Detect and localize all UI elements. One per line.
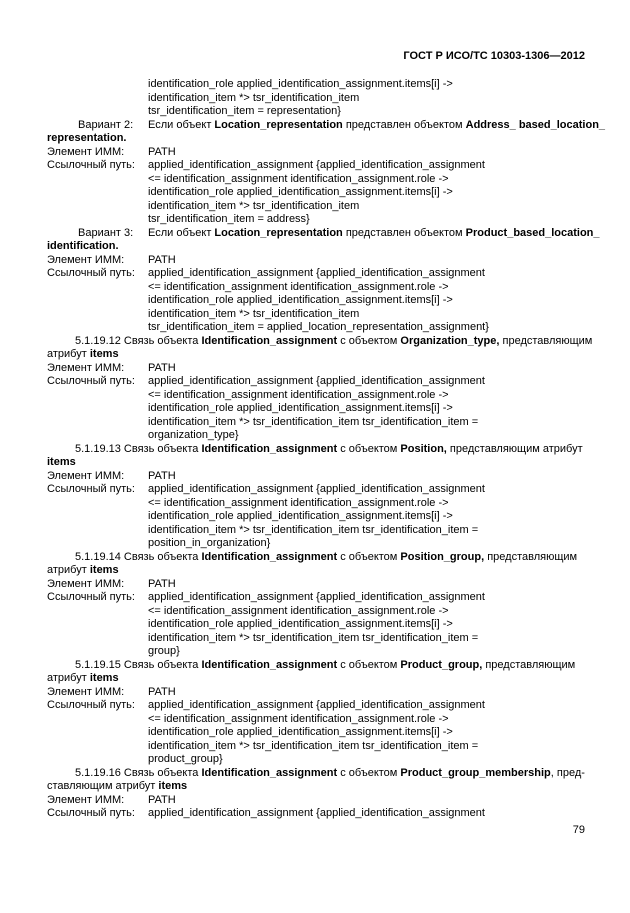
field-label: Элемент ИММ:	[47, 685, 125, 698]
code-line: applied_identification_assignment {applied_identification_assignment	[148, 267, 485, 279]
reference-path-row	[47, 699, 585, 767]
section-heading-continuation	[47, 780, 585, 794]
page-header: ГОСТ Р ИСО/ТС 10303-1306—2012	[403, 50, 585, 62]
reference-path-row	[47, 375, 585, 443]
code-line: tsr_identification_item = address}	[148, 213, 310, 225]
field-label: Ссылочный путь:	[47, 807, 135, 819]
section-heading-continuation	[47, 348, 585, 362]
emphasized-text: representation.	[47, 132, 127, 144]
code-line: tsr_identification_item = applied_location_representation_assignment}	[148, 321, 489, 333]
code-line: identification_item *> tsr_identification_item tsr_identification_item =	[148, 631, 479, 644]
code-line: group}	[148, 645, 180, 657]
field-label: Ссылочный путь:	[47, 375, 135, 387]
field-label: Ссылочный путь:	[47, 267, 135, 279]
reference-path-row	[47, 267, 585, 335]
emphasized-text: Product_based_location_	[465, 226, 600, 239]
section-heading-continuation	[47, 456, 585, 470]
text: представляющим	[484, 550, 578, 563]
code-line: applied_identification_assignment {applied_identification_assignment	[148, 699, 485, 711]
field-value: PATH	[148, 469, 176, 482]
imm-element-row	[47, 362, 585, 376]
field-label: Ссылочный путь:	[47, 591, 135, 603]
text: атрибут	[47, 564, 90, 576]
section-heading	[47, 334, 593, 349]
text: с объектом	[337, 442, 401, 455]
field-label: Элемент ИММ:	[47, 577, 125, 590]
code-line: applied_identification_assignment {applied_identification_assignment	[148, 375, 485, 387]
code-line: identification_role applied_identification_assignment.items[i] ->	[148, 726, 453, 738]
text: представляющим	[482, 658, 576, 671]
code-line: <= identification_assignment identification_assignment.role ->	[148, 712, 449, 725]
text: с объектом	[337, 550, 401, 563]
text: Если объект	[148, 118, 215, 131]
emphasized-text: Position_group,	[400, 550, 485, 563]
section-heading	[47, 659, 585, 673]
code-lines	[148, 699, 585, 767]
code-lines	[148, 78, 585, 119]
code-line: tsr_identification_item = representation}	[148, 105, 341, 117]
text: представляющим атрибут	[446, 442, 583, 455]
emphasized-text: Identification_assignment	[201, 658, 338, 671]
field-label: Элемент ИММ:	[47, 793, 125, 806]
text: атрибут	[47, 348, 90, 360]
imm-element-row	[47, 794, 585, 808]
text: 5.1.19.13 Связь объекта	[75, 442, 202, 455]
code-line: identification_item *> tsr_identification_item tsr_identification_item =	[148, 415, 479, 428]
code-line: position_in_organization}	[148, 537, 271, 549]
emphasized-text: Identification_assignment	[201, 766, 338, 779]
field-label: Ссылочный путь:	[47, 699, 135, 711]
imm-element-row	[47, 578, 585, 592]
reference-path-row	[47, 807, 585, 821]
reference-path-row	[47, 159, 585, 227]
emphasized-text: items	[89, 564, 119, 576]
emphasized-text: identification.	[47, 240, 119, 252]
emphasized-text: Position,	[400, 442, 447, 455]
emphasized-text: items	[89, 672, 119, 684]
imm-element-row	[47, 254, 585, 268]
variant-continuation	[47, 132, 585, 146]
variant-row	[47, 226, 600, 241]
field-label: Элемент ИММ:	[47, 145, 125, 158]
text: 5.1.19.14 Связь объекта	[75, 550, 202, 563]
page-number: 79	[572, 824, 585, 836]
field-label: Элемент ИММ:	[47, 361, 125, 374]
section-heading-continuation	[47, 672, 585, 686]
code-lines	[148, 375, 585, 443]
code-line: identification_item *> tsr_identification_item	[148, 307, 360, 320]
field-value: PATH	[148, 361, 176, 374]
code-line: <= identification_assignment identification_assignment.role ->	[148, 172, 449, 185]
code-line: product_group}	[148, 753, 223, 765]
text: 5.1.19.16 Связь объекта	[75, 766, 202, 779]
field-value: PATH	[148, 253, 176, 266]
field-label: Элемент ИММ:	[47, 469, 125, 482]
variant-label: Вариант 2:	[78, 118, 134, 131]
code-line: applied_identification_assignment {applied_identification_assignment	[148, 807, 485, 819]
variant-text	[148, 226, 600, 241]
section-heading	[47, 443, 585, 457]
variant-continuation	[47, 240, 585, 254]
code-line: identification_item *> tsr_identification_item tsr_identification_item =	[148, 523, 479, 536]
reference-path-row	[47, 483, 585, 551]
emphasized-text: Location_representation	[214, 226, 343, 239]
code-lines	[148, 267, 585, 335]
reference-path-row	[47, 591, 585, 659]
code-line: <= identification_assignment identification_assignment.role ->	[148, 604, 449, 617]
emphasized-text: Product_group,	[400, 658, 483, 671]
emphasized-text: Identification_assignment	[201, 334, 338, 347]
text: , пред-	[550, 766, 585, 779]
code-lines	[148, 591, 585, 659]
text: с объектом	[337, 766, 401, 779]
field-label: Ссылочный путь:	[47, 483, 135, 495]
field-value: PATH	[148, 145, 176, 158]
code-line: identification_item *> tsr_identification_item	[148, 199, 360, 212]
variant-text	[148, 118, 606, 133]
code-line: identification_item *> tsr_identification_item tsr_identification_item =	[148, 739, 479, 752]
code-lines	[148, 159, 585, 227]
emphasized-text: Organization_type,	[400, 334, 500, 347]
text: представляющим	[499, 334, 593, 347]
text: представлен объектом	[342, 226, 466, 239]
code-line: <= identification_assignment identification_assignment.role ->	[148, 388, 449, 401]
text: 5.1.19.12 Связь объекта	[75, 334, 202, 347]
text: Если объект	[148, 226, 215, 239]
emphasized-text: items	[47, 456, 76, 468]
emphasized-text: Address_ based_location_	[465, 118, 606, 131]
code-line: identification_role applied_identification_assignment.items[i] ->	[148, 618, 453, 630]
section-heading-continuation	[47, 564, 585, 578]
code-line: <= identification_assignment identification_assignment.role ->	[148, 280, 449, 293]
code-line: identification_role applied_identification_assignment.items[i] ->	[148, 78, 453, 90]
text: с объектом	[337, 334, 401, 347]
code-line: identification_role applied_identification_assignment.items[i] ->	[148, 402, 453, 414]
code-line: identification_role applied_identification_assignment.items[i] ->	[148, 294, 453, 306]
emphasized-text: Product_group_membership	[400, 766, 551, 779]
variant-row	[47, 118, 606, 133]
section-heading	[47, 551, 585, 565]
imm-element-row	[47, 470, 585, 484]
code-lines	[148, 483, 585, 551]
imm-element-row	[47, 146, 585, 160]
field-value: PATH	[148, 685, 176, 698]
field-label: Элемент ИММ:	[47, 253, 125, 266]
emphasized-text: items	[89, 348, 119, 360]
code-line: applied_identification_assignment {applied_identification_assignment	[148, 159, 485, 171]
emphasized-text: Identification_assignment	[201, 442, 338, 455]
code-line: identification_role applied_identification_assignment.items[i] ->	[148, 186, 453, 198]
text: с объектом	[337, 658, 401, 671]
code-line: organization_type}	[148, 429, 239, 441]
field-value: PATH	[148, 793, 176, 806]
emphasized-text: items	[158, 780, 188, 792]
document-body	[47, 78, 606, 821]
emphasized-text: Location_representation	[214, 118, 343, 131]
code-line: applied_identification_assignment {applied_identification_assignment	[148, 483, 485, 495]
text: ставляющим атрибут	[47, 780, 159, 792]
emphasized-text: Identification_assignment	[201, 550, 338, 563]
text: представлен объектом	[342, 118, 466, 131]
text: атрибут	[47, 672, 90, 684]
variant-label: Вариант 3:	[78, 226, 134, 239]
code-line: identification_item *> tsr_identification_item	[148, 91, 360, 104]
code-line: <= identification_assignment identification_assignment.role ->	[148, 496, 449, 509]
code-continuation-block	[47, 78, 585, 119]
text: 5.1.19.15 Связь объекта	[75, 658, 202, 671]
code-lines	[148, 807, 585, 821]
field-value: PATH	[148, 577, 176, 590]
code-line: applied_identification_assignment {applied_identification_assignment	[148, 591, 485, 603]
field-label: Ссылочный путь:	[47, 159, 135, 171]
section-heading	[47, 767, 585, 781]
imm-element-row	[47, 686, 585, 700]
code-line: identification_role applied_identification_assignment.items[i] ->	[148, 510, 453, 522]
